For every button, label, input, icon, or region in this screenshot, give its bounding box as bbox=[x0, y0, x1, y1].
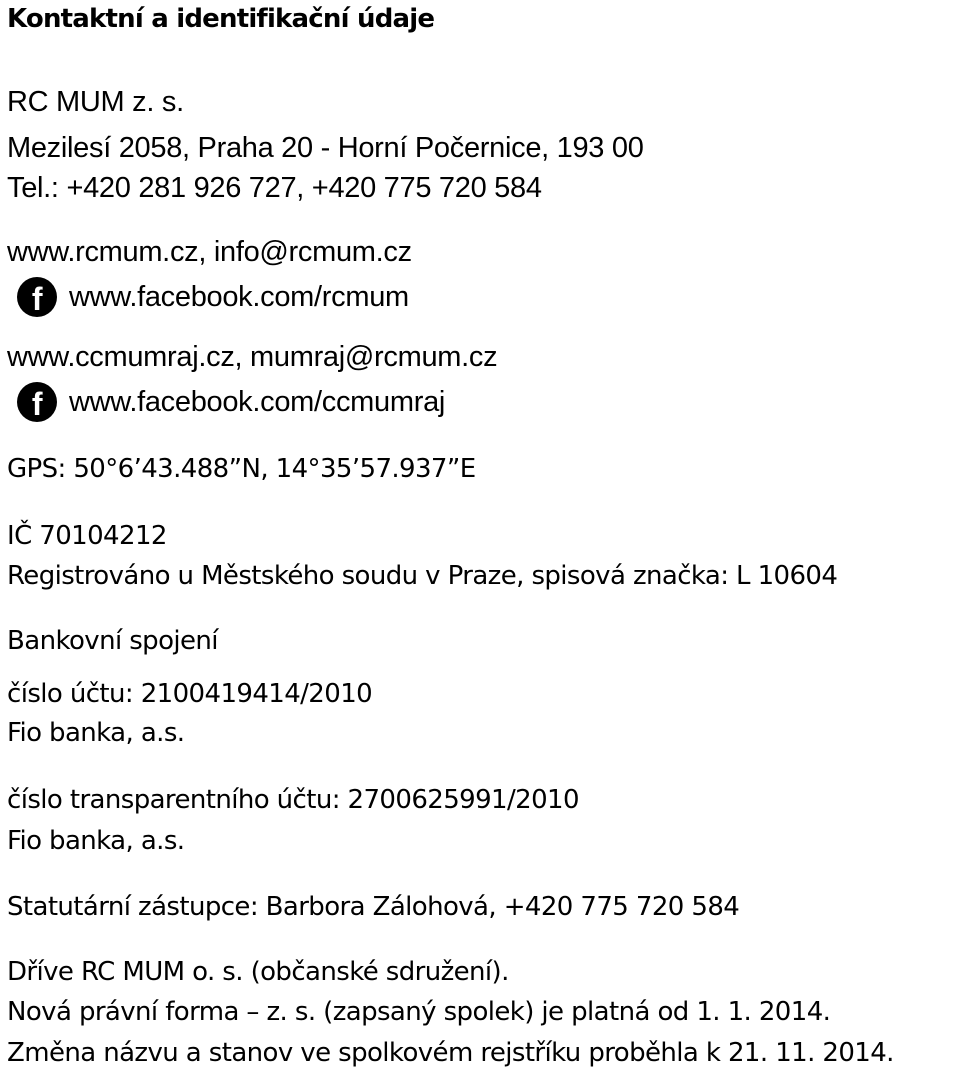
bank-name-2: Fio banka, a.s. bbox=[7, 826, 185, 856]
bank-heading: Bankovní spojení bbox=[7, 626, 218, 656]
bank-name: Fio banka, a.s. bbox=[7, 718, 185, 748]
facebook-row-ccmumraj bbox=[9, 382, 445, 422]
facebook-icon: f bbox=[17, 382, 57, 422]
former-form: Dříve RC MUM o. s. (občanské sdružení). bbox=[7, 957, 509, 987]
company-id: IČ 70104212 bbox=[7, 521, 167, 551]
name-change: Změna názvu a stanov ve spolkovém rejstříku proběhla k 21. 11. 2014. bbox=[7, 1038, 894, 1068]
new-legal-form: Nová právní forma – z. s. (zapsaný spolek) je platná od 1. 1. 2014. bbox=[7, 997, 831, 1027]
facebook-link-ccmumraj[interactable]: www.facebook.com/ccmumraj bbox=[69, 385, 446, 418]
org-name: RC MUM z. s. bbox=[7, 86, 184, 118]
facebook-link-rcmum[interactable]: www.facebook.com/rcmum bbox=[69, 280, 409, 313]
facebook-row-rcmum bbox=[9, 277, 409, 317]
address: Mezilesí 2058, Praha 20 - Horní Počernice, 193 00 bbox=[7, 132, 644, 164]
account-number: číslo účtu: 2100419414/2010 bbox=[7, 679, 373, 709]
web-email-ccmumraj[interactable]: www.ccmumraj.cz, mumraj@rcmum.cz bbox=[7, 341, 498, 373]
heading: Kontaktní a identifikační údaje bbox=[7, 4, 435, 34]
statutory-representative: Statutární zástupce: Barbora Zálohová, +420 775 720 584 bbox=[7, 892, 740, 922]
web-email-rcmum[interactable]: www.rcmum.cz, info@rcmum.cz bbox=[7, 236, 412, 268]
gps-coordinates: GPS: 50°6’43.488”N, 14°35’57.937”E bbox=[7, 454, 476, 484]
facebook-icon: f bbox=[17, 277, 57, 317]
phone: Tel.: +420 281 926 727, +420 775 720 584 bbox=[7, 172, 542, 204]
registration: Registrováno u Městského soudu v Praze, spisová značka: L 10604 bbox=[7, 561, 838, 591]
transparent-account-number: číslo transparentního účtu: 2700625991/2010 bbox=[7, 785, 579, 815]
